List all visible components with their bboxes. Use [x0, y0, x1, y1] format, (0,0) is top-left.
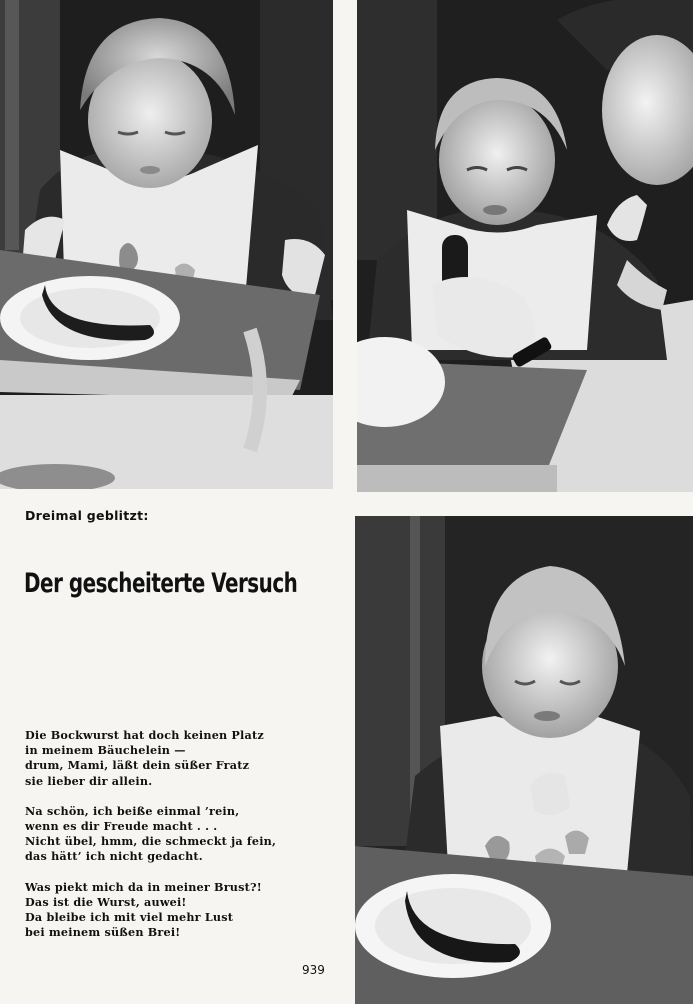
poem-line: wenn es dir Freude macht . . .	[25, 819, 218, 834]
poem-line: drum, Mami, läßt dein süßer Fratz	[25, 758, 250, 773]
poem-line: Das ist die Wurst, auwei!	[25, 894, 187, 909]
poem-line: Na schön, ich beiße einmal ’rein,	[25, 803, 240, 818]
photo-child-looking-at-sausage	[0, 0, 333, 489]
poem-line: Was piekt mich da in meiner Brust?!	[25, 879, 262, 894]
poem-line: Die Bockwurst hat doch keinen Platz	[25, 728, 264, 742]
page-number: 939	[302, 963, 325, 977]
poem-stanza	[25, 804, 325, 865]
poem-stanza	[25, 728, 325, 789]
poem-line: Nicht übel, hmm, die schmeckt ja fein,	[25, 834, 277, 849]
poem-line: das hätt’ ich nicht gedacht.	[25, 849, 203, 864]
photo-child-tasting-sausage	[357, 0, 693, 492]
photo-child-rejecting-sausage	[355, 516, 693, 1004]
poem-line: Da bleibe ich mit viel mehr Lust	[25, 910, 234, 925]
article-headline: Der gescheiterte Versuch	[24, 568, 298, 599]
poem	[25, 728, 325, 955]
article-kicker: Dreimal geblitzt:	[25, 508, 149, 523]
poem-line: in meinem Bäuchelein —	[25, 743, 186, 758]
poem-stanza	[25, 880, 325, 941]
poem-line: bei meinem süßen Brei!	[25, 925, 181, 940]
poem-line: sie lieber dir allein.	[25, 773, 153, 788]
